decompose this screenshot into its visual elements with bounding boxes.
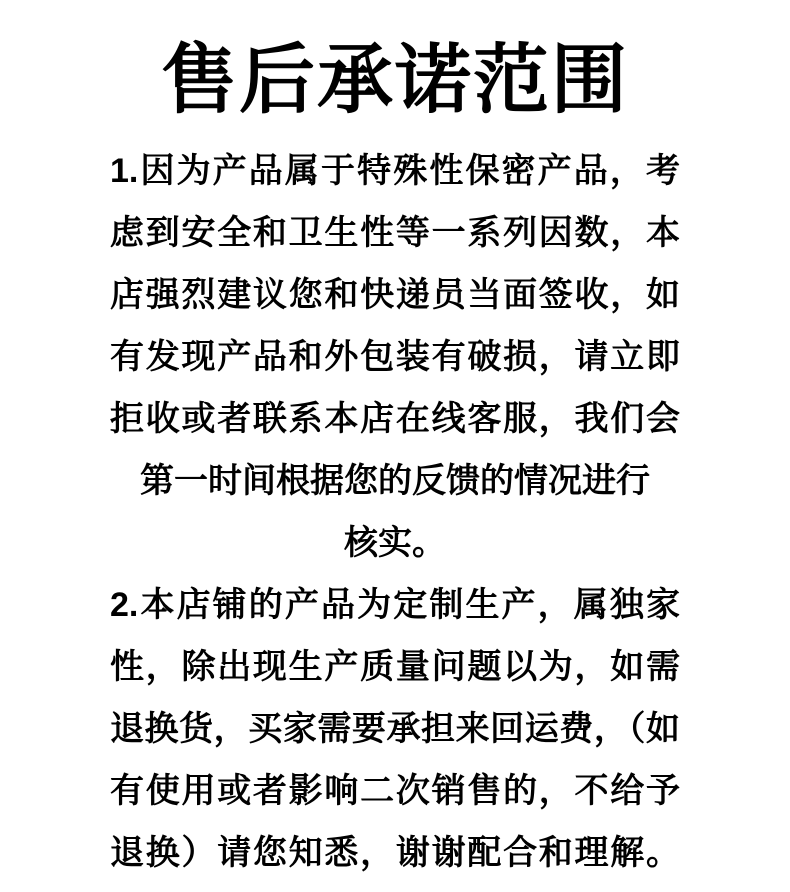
clause-2-line-5: 退换）请您知悉，谢谢配合和理解。 bbox=[110, 833, 680, 873]
clause-2-line-3: 退换货，买家需要承担来回运费，（如 bbox=[110, 709, 680, 749]
clause-2-line-4: 有使用或者影响二次销售的，不给予 bbox=[110, 771, 680, 811]
page-title: 售后承诺范围 bbox=[161, 35, 629, 124]
clause-1-line-4: 有发现产品和外包装有破损，请立即 bbox=[110, 337, 680, 377]
clause-1-line-5: 拒收或者联系本店在线客服，我们会 bbox=[110, 399, 680, 439]
clause-2-number: 2. bbox=[110, 586, 139, 624]
clause-1-line-1: 1.因为产品属于特殊性保密产品，考 bbox=[110, 151, 680, 191]
clause-1-number: 1. bbox=[110, 152, 139, 190]
clause-2-line-1: 2.本店铺的产品为定制生产，属独家 bbox=[110, 585, 680, 625]
clause-1-line-2: 虑到安全和卫生性等一系列因数，本 bbox=[110, 213, 680, 253]
clause-1-line-6: 第一时间根据您的反馈的情况进行 bbox=[140, 461, 650, 501]
clause-2-line-2: 性，除出现生产质量问题以为，如需 bbox=[110, 647, 680, 687]
clause-2 bbox=[110, 574, 680, 884]
notice-body bbox=[110, 140, 680, 884]
clause-1-line-7: 核实。 bbox=[344, 523, 446, 563]
clause-1 bbox=[110, 140, 680, 574]
clause-1-line-3: 店强烈建议您和快递员当面签收，如 bbox=[110, 275, 680, 315]
